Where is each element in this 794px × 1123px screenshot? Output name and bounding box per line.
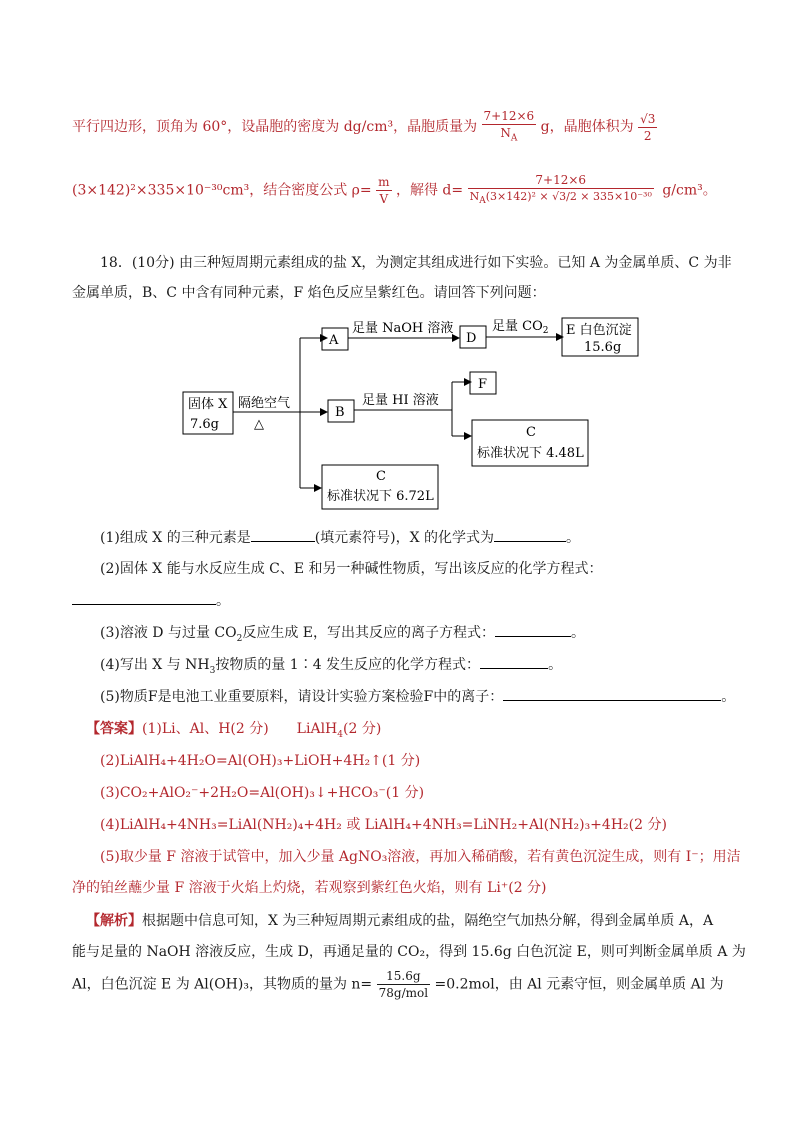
volume-denominator: 2	[643, 128, 652, 143]
top-line-2	[72, 172, 717, 209]
analysis-text-1: 根据题中信息可知，X 为三种短周期元素组成的盐，隔绝空气加热分解，得到金属单质 A，A	[142, 913, 714, 929]
solid-x-label: 固体 X	[188, 397, 228, 412]
q4-text-a: (4)写出 X 与 NH	[100, 657, 210, 673]
d-numerator: 7+12×6	[468, 172, 654, 189]
q4-text-b: 按物质的量 1∶4 发生反应的化学方程式：	[215, 657, 481, 673]
question-2-answer-line	[72, 590, 230, 610]
top-line2-text-c: g/cm³。	[662, 182, 717, 199]
analysis-line-2: 能与足量的 NaOH 溶液反应，生成 D，再通足量的 CO₂，得到 15.6g 白色沉淀 E，则可判断金属单质 A 为	[72, 944, 746, 960]
q3-text-a: (3)溶液 D 与过量 CO	[100, 625, 237, 641]
moles-fraction	[377, 968, 430, 1001]
cell-mass-fraction	[482, 108, 537, 146]
q5-text-a: (5)物质F是电池工业重要原料，请设计实验方案检验F中的离子：	[100, 689, 504, 705]
top-line1-text-a: 平行四边形，顶角为 60°，设晶胞的密度为 dg/cm³，晶胞质量为	[72, 119, 478, 136]
answer-1-sub: 4	[337, 729, 343, 740]
cell-volume-fraction	[638, 111, 657, 144]
density-formula-fraction	[376, 174, 391, 207]
top-line-1	[72, 108, 657, 146]
q2-blank[interactable]	[72, 590, 216, 605]
q4-sub: 3	[209, 665, 216, 676]
rho-numerator: m	[378, 175, 390, 190]
q1-text-b: (填元素符号)，X 的化学式为	[314, 530, 495, 546]
label-a: A	[329, 333, 339, 348]
q5-text-c: 。	[721, 689, 736, 705]
analysis-line-1	[86, 910, 713, 930]
density-result-fraction	[468, 172, 654, 209]
condition-top: 隔绝空气	[238, 396, 291, 411]
analysis-label: 【解析】	[86, 913, 142, 929]
answer-1-tail: (2 分)	[343, 721, 382, 737]
answer-line-1	[86, 718, 381, 740]
moles-numerator: 15.6g	[377, 968, 430, 985]
answer-1: (1)Li、Al、H(2 分) LiAlH	[142, 721, 338, 737]
question-4	[100, 654, 562, 676]
condition-heat: △	[254, 417, 264, 432]
experiment-flow-diagram	[0, 310, 794, 520]
solid-x-mass: 7.6g	[190, 417, 219, 432]
q1-text-c: 。	[566, 530, 581, 546]
q1-blank-formula[interactable]	[494, 527, 566, 542]
analysis-line-3	[72, 968, 724, 1001]
q18-stem-line-1: 18．(10分) 由三种短周期元素组成的盐 X，为测定其组成进行如下实验。已知 A 为金属单质、C 为非	[100, 255, 732, 271]
volume-numerator: √3	[640, 111, 656, 126]
mass-denominator-sub: A	[510, 133, 518, 144]
q4-text-c: 。	[548, 657, 563, 673]
top-line2-text-b: ，解得 d=	[395, 182, 464, 199]
top-line1-text-b: g，晶胞体积为	[540, 119, 634, 136]
q3-sub: 2	[236, 633, 243, 644]
label-e: E 白色沉淀	[566, 323, 632, 338]
top-line2-text-a: (3×142)²×335×10⁻³⁰cm³，结合密度公式 ρ=	[72, 182, 372, 199]
question-5	[100, 686, 735, 706]
label-e-mass: 15.6g	[584, 340, 622, 355]
q2-end: 。	[216, 593, 230, 609]
q1-blank-elements[interactable]	[251, 527, 315, 542]
label-f: F	[478, 377, 488, 392]
label-co2: 足量 $CO_2$	[492, 319, 549, 336]
label-c-bottom-volume: 标准状况下 6.72L	[327, 489, 434, 504]
answer-2: (2)LiAlH₄+4H₂O=Al(OH)₃+LiOH+4H₂↑(1 分)	[100, 753, 421, 769]
answer-4: (4)LiAlH₄+4NH₃=LiAl(NH₂)₄+4H₂ 或 LiAlH₄+4NH₃=LiNH₂+Al(NH₂)₃+4H₂(2 分)	[100, 817, 667, 833]
question-3	[100, 622, 585, 644]
answer-5-line-2: 净的铂丝蘸少量 F 溶液于火焰上灼烧，若观察到紫红色火焰，则有 Li⁺(2 分)	[72, 880, 547, 896]
moles-denominator: 78g/mol	[378, 986, 429, 1000]
q3-blank[interactable]	[495, 622, 571, 637]
label-d: D	[466, 331, 477, 346]
answer-3: (3)CO₂+AlO₂⁻+2H₂O=Al(OH)₃↓+HCO₃⁻(1 分)	[100, 785, 425, 801]
label-b: B	[335, 405, 345, 420]
q1-text-a: (1)组成 X 的三种元素是	[100, 530, 251, 546]
analysis-text-3: Al，白色沉淀 E 为 Al(OH)₃，其物质的量为 n=	[72, 976, 373, 993]
mass-denominator: N	[500, 126, 511, 140]
label-c-top: C	[526, 425, 536, 440]
analysis-text-3b: =0.2mol，由 Al 元素守恒，则金属单质 Al 为	[434, 976, 724, 993]
q4-blank[interactable]	[480, 654, 548, 669]
d-denominator: $N_A(3\times 142)^2 \times √3/2 \times 335\times 10^{-30}$	[469, 190, 652, 207]
rho-denominator: V	[379, 192, 389, 207]
label-c-top-volume: 标准状况下 4.48L	[477, 446, 584, 461]
answer-5-line-1: (5)取少量 F 溶液于试管中，加入少量 AgNO₃溶液，再加入稀硝酸，若有黄色沉淀生成，则有 I⁻；用洁	[100, 849, 741, 865]
q3-text-b: 反应生成 E，写出其反应的离子方程式：	[242, 625, 496, 641]
label-hi: 足量 HI 溶液	[362, 393, 439, 408]
mass-numerator: 7+12×6	[483, 109, 535, 123]
q5-blank[interactable]	[503, 686, 721, 701]
q3-text-c: 。	[571, 625, 586, 641]
q18-stem-line-2: 金属单质，B、C 中含有同种元素，F 焰色反应呈紫红色。请回答下列问题：	[72, 285, 546, 301]
question-2: (2)固体 X 能与水反应生成 C、E 和另一种碱性物质，写出该反应的化学方程式：	[100, 561, 603, 577]
question-1	[100, 527, 580, 547]
answer-label: 【答案】	[86, 721, 142, 737]
label-naoh: 足量 NaOH 溶液	[352, 321, 454, 336]
label-c-bottom: C	[376, 469, 386, 484]
